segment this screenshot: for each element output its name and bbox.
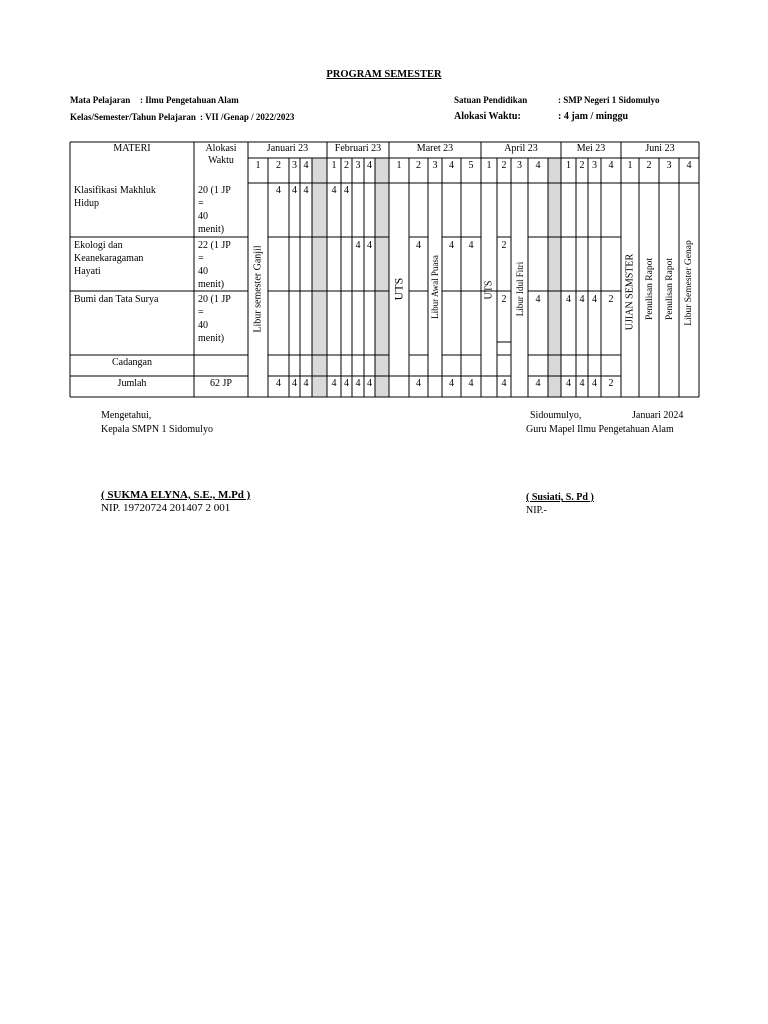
week-mei-2: 2 [579, 160, 585, 171]
week-mei-3: 3 [592, 160, 597, 171]
week-feb-2: 2 [344, 160, 349, 171]
uts-2-clip [481, 280, 497, 300]
guru-title: Guru Mapel Ilmu Pengetahuan Alam [526, 424, 674, 435]
week-jun-4: 4 [686, 160, 692, 171]
mengetahui-text: Mengetahui, [101, 410, 152, 421]
row-2-value: 4 [355, 240, 361, 251]
satuan-label: Satuan Pendidikan [454, 95, 528, 105]
shaded-column [312, 158, 327, 397]
alokasi-header-1: Alokasi [205, 143, 237, 154]
alokasi-row-3-line-4: menit) [198, 333, 225, 344]
row-1-value: 4 [303, 185, 309, 196]
week-apr-2: 2 [501, 160, 507, 171]
jumlah-value: 4 [344, 378, 349, 389]
jumlah-value: 2 [608, 378, 614, 389]
guru-nip: NIP.- [526, 505, 547, 516]
materi-row-2-line-2: Keanekaragaman [74, 253, 144, 264]
libur-idul-fitri-label: Libur Idul Fitri [515, 261, 525, 317]
alokasi-row-3-line-3: 40 [198, 320, 208, 331]
kelas-value: : VII /Genap / 2022/2023 [200, 112, 295, 122]
kelas-label: Kelas/Semester/Tahun Pelajaran [70, 112, 196, 122]
jumlah-value: 4 [468, 378, 474, 389]
alokasi-header-2: Waktu [208, 155, 234, 166]
libur-awal-puasa-label: Libur Awal Puasa [430, 255, 440, 319]
row-1-value: 4 [276, 185, 281, 196]
row-3-value: 2 [608, 294, 614, 305]
penulisan-rapot-label-2: Penulisan Rapot [665, 257, 675, 321]
alokasi-row-1-line-2: = [198, 198, 204, 209]
guru-name: ( Susiati, S. Pd ) [526, 492, 594, 503]
libur-awal-puasa-clip [428, 255, 442, 329]
week-apr-4: 4 [535, 160, 541, 171]
materi-row-3-line-1: Bumi dan Tata Surya [74, 294, 159, 305]
month-februari: Februari 23 [334, 143, 382, 154]
jumlah-value: 4 [331, 378, 337, 389]
shaded-column [375, 158, 389, 397]
jumlah-value: 4 [367, 378, 372, 389]
jumlah-value: 4 [579, 378, 585, 389]
jumlah-value: 4 [535, 378, 541, 389]
week-jan-3: 3 [292, 160, 297, 171]
week-mar-5: 5 [468, 160, 474, 171]
alokasi-row-2-line-2: = [198, 253, 204, 264]
alokasi-row-1-line-4: menit) [198, 224, 225, 235]
row-2-value: 4 [367, 240, 372, 251]
date-text: Januari 2024 [632, 410, 684, 421]
libur-semester-genap-label: Libur Semester Genap [684, 240, 694, 326]
week-jun-3: 3 [666, 160, 672, 171]
jumlah-value: 4 [303, 378, 309, 389]
materi-row-1-line-2: Hidup [74, 198, 99, 209]
alokasi-row-3-line-1: 20 (1 JP [198, 294, 231, 305]
kepala-nip: NIP. 19720724 201407 2 001 [101, 502, 231, 514]
row-1-value: 4 [292, 185, 297, 196]
materi-row-2-line-1: Ekologi dan [74, 240, 123, 251]
jumlah-value: 4 [355, 378, 361, 389]
week-apr-1: 1 [486, 160, 492, 171]
materi-header: MATERI [113, 143, 151, 154]
materi-row-2-line-3: Hayati [74, 266, 101, 277]
week-jun-2: 2 [646, 160, 652, 171]
alokasi-row-1-line-1: 20 (1 JP [198, 185, 231, 196]
alokasi-label: Alokasi Waktu: [454, 111, 521, 122]
alokasi-row-3-line-2: = [198, 307, 204, 318]
week-jan-4: 4 [303, 160, 309, 171]
row-1-value: 4 [331, 185, 337, 196]
jumlah-value: 4 [276, 378, 281, 389]
row-2-value: 4 [468, 240, 474, 251]
row-2-value: 4 [416, 240, 421, 251]
week-jan-1: 1 [255, 160, 261, 171]
jumlah-total: 62 JP [210, 378, 232, 389]
jumlah-value: 4 [292, 378, 297, 389]
shaded-column [548, 158, 561, 397]
row-1-value: 4 [344, 185, 349, 196]
week-mar-2: 2 [416, 160, 421, 171]
place-text: Sidoumulyo, [530, 410, 582, 421]
month-januari: Januari 23 [266, 143, 309, 154]
jumlah-value: 4 [449, 378, 454, 389]
row-3-value: 4 [592, 294, 597, 305]
cadangan-label: Cadangan [112, 357, 152, 368]
libur-ganjil-label: Libur semester Ganjil [252, 245, 264, 333]
row-2-value: 2 [501, 240, 507, 251]
kepala-name: ( SUKMA ELYNA, S.E., M.Pd ) [101, 489, 251, 501]
alokasi-value: : 4 jam / minggu [558, 111, 628, 122]
week-mei-1: 1 [566, 160, 571, 171]
alokasi-row-1-line-3: 40 [198, 211, 208, 222]
alokasi-row-2-line-1: 22 (1 JP [198, 240, 231, 251]
week-mei-4: 4 [608, 160, 614, 171]
mapel-label: Mata Pelajaran [70, 95, 131, 105]
satuan-value: : SMP Negeri 1 Sidomulyo [558, 95, 660, 105]
jumlah-value: 4 [592, 378, 597, 389]
jumlah-value: 4 [501, 378, 507, 389]
alokasi-row-2-line-4: menit) [198, 279, 225, 290]
kepala-title: Kepala SMPN 1 Sidomulyo [101, 424, 213, 435]
jumlah-label: Jumlah [117, 378, 147, 389]
ujian-semester-label: UJIAN SEMSTER [624, 253, 636, 331]
uts-label-1: UTS [391, 277, 406, 301]
week-mar-1: 1 [396, 160, 402, 171]
month-juni: Juni 23 [645, 143, 675, 154]
week-feb-3: 3 [355, 160, 361, 171]
week-feb-4: 4 [367, 160, 372, 171]
page-title: PROGRAM SEMESTER [326, 69, 442, 80]
uts-label-2: UTS [483, 280, 495, 300]
jumlah-value: 4 [416, 378, 421, 389]
mapel-value: : Ilmu Pengetahuan Alam [140, 95, 239, 105]
month-april: April 23 [504, 143, 538, 154]
materi-row-1-line-1: Klasifikasi Makhluk [74, 185, 156, 196]
week-jan-2: 2 [276, 160, 281, 171]
jumlah-value: 4 [566, 378, 571, 389]
month-mei: Mei 23 [576, 143, 606, 154]
row-3-value: 4 [579, 294, 585, 305]
week-feb-1: 1 [331, 160, 337, 171]
row-3-value: 4 [566, 294, 571, 305]
week-mar-4: 4 [449, 160, 454, 171]
week-mar-3: 3 [432, 160, 438, 171]
row-2-value: 4 [449, 240, 454, 251]
month-maret: Maret 23 [416, 143, 454, 154]
alokasi-row-2-line-3: 40 [198, 266, 208, 277]
week-apr-3: 3 [517, 160, 522, 171]
penulisan-rapot-label-1: Penulisan Rapot [645, 257, 655, 321]
row-3-value: 2 [501, 294, 507, 305]
row-3-value: 4 [535, 294, 541, 305]
week-jun-1: 1 [627, 160, 633, 171]
